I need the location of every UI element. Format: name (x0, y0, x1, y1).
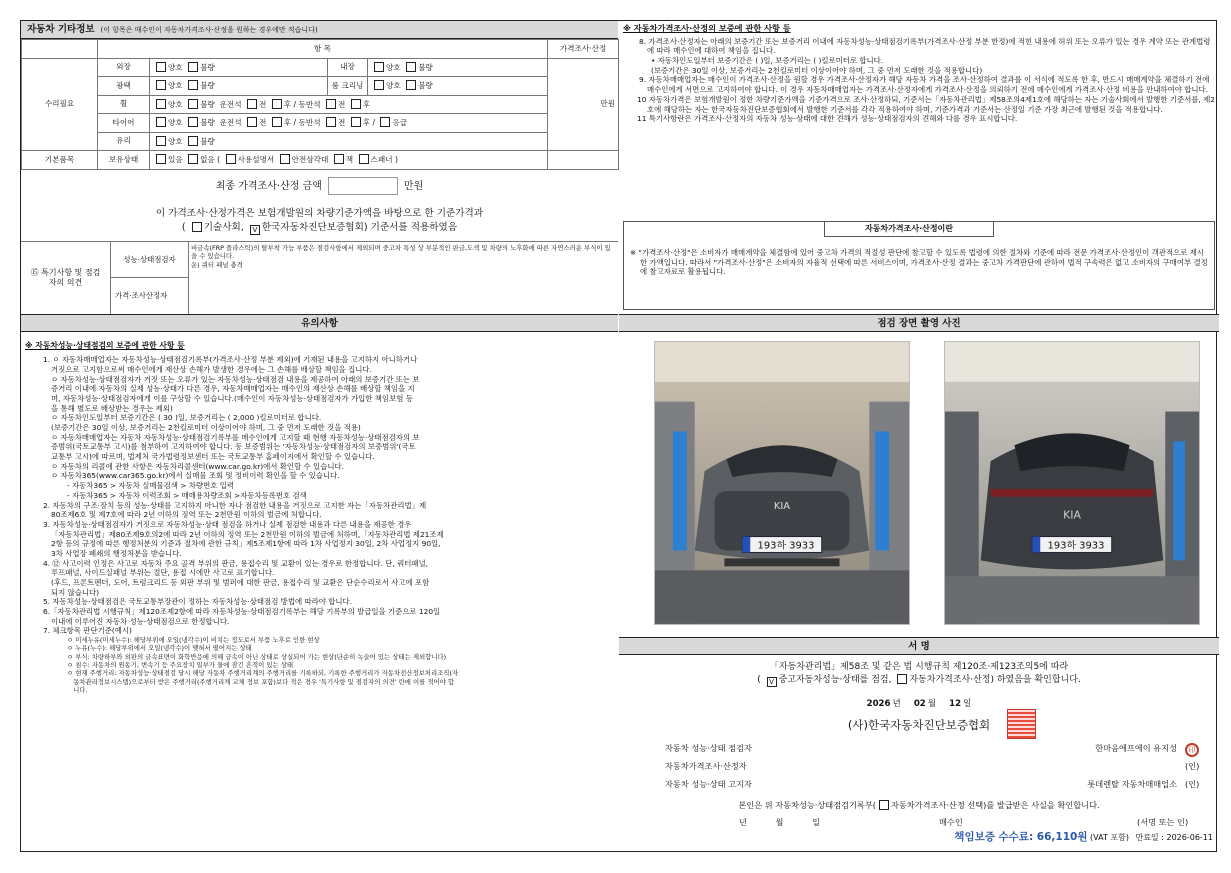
svg-text:KIA: KIA (773, 500, 791, 512)
jack-checkbox[interactable] (334, 154, 344, 164)
final-price-row (21, 177, 618, 195)
wheel-bad-checkbox[interactable] (188, 99, 198, 109)
note-11: 11 특기사항란은 가격조사·산정자의 자동차 성능·상태에 대한 견해가 성능·상태점검자의 견해와 다를 경우 표시합니다. (637, 114, 1018, 124)
gloss-options: 양호 불량 (150, 77, 328, 96)
caution-line: - 자동차365 > 자동차 이력조회 > 매매용차량조회 >자동차등록번호 검색 (67, 490, 307, 500)
gloss-bad-checkbox[interactable] (188, 80, 198, 90)
criteria-item: 니다. (67, 686, 88, 695)
signature-header: 서 명 (619, 637, 1219, 655)
wheel-label: 휠 (98, 95, 150, 114)
tire-bad-checkbox[interactable] (188, 117, 198, 127)
front-car-image (655, 342, 909, 624)
special-notes-quarter: 운) 쿼터 패널 충격 (191, 260, 243, 269)
gloss-good-checkbox[interactable] (156, 80, 166, 90)
fee-row (619, 831, 1213, 844)
price-definition-title: 자동차가격조사·산정이란 (824, 221, 994, 237)
other-info-table (21, 39, 619, 170)
fee-expiry: 만료일 : 2026-06-11 (1135, 833, 1213, 842)
interior-bad-checkbox[interactable] (406, 62, 416, 72)
spanner-checkbox[interactable] (359, 154, 369, 164)
repair-needed-label: 수리필요 (22, 58, 98, 151)
signature-statement (619, 661, 1219, 687)
caution-criteria-list (25, 636, 615, 694)
interior-options: 양호 불량 (368, 58, 548, 77)
caution-line: 3. 자동차성능·상태점검자가 거짓으로 자동차성능·상태 점검을 하거나 실제 점검한 내용과 다른 내용을 제공한 경우 (43, 519, 412, 529)
buyer-signature: (서명 또는 인) (1137, 817, 1189, 827)
price-check-checkbox[interactable] (897, 674, 907, 684)
signatory-label: 자동차 성능·상태 점검자 (665, 743, 752, 753)
price-basis-line1: 이 가격조사·산정가격은 보험개발원의 차량기준가액을 바탕으로 한 기준가격과 (155, 208, 484, 219)
glass-options: 양호 불량 (150, 132, 548, 151)
triangle-checkbox[interactable] (280, 154, 290, 164)
tire-good-checkbox[interactable] (156, 117, 166, 127)
inspector-label: 성능·상태점검자 (111, 242, 189, 278)
caution-line: ㅇ 자동차인도일부터 보증기간은 ( 30 )일, 보증거리는 ( 2,000 )킬로미터로 합니다. (51, 413, 322, 423)
signatory-row (619, 779, 1219, 795)
price-definition-text: ※ "가격조사·산정"은 소비자가 매매계약을 체결함에 있어 중고차 가격의 적절성 판단에 참고할 수 있도록 법령에 의한 절차와 기준에 따라 전문 가격조사·산정인이 객관적으로 제시한 가액입니다. 따라서 "가격조사·산정"은 소비자의 자율적 선택에 따른 서비스이며, 가격조사·산정 결과는 중고차 가격판단에 관하여 법적 구속력은 없고 소비자의 구매여부 결정에 참고자료로 활용됩니다. (630, 248, 1208, 277)
exterior-options: 양호 불량 (150, 58, 328, 77)
inspection-record-sheet (20, 20, 1217, 852)
criteria-item: ㅇ 침수: 자동차의 원동기, 변속기 등 주요장치 일부가 물에 잠긴 흔적이 있는 상태 (67, 661, 294, 670)
manual-checkbox[interactable] (226, 154, 236, 164)
signatory-name: 롯데렌탈 자동차매매업소 (1087, 779, 1177, 789)
glass-label: 유리 (98, 132, 150, 151)
room-clean-bad-checkbox[interactable] (406, 80, 416, 90)
room-clean-options: 양호 불량 (368, 77, 548, 96)
wheel-passenger-front-checkbox[interactable] (326, 99, 336, 109)
engineers-checkbox[interactable] (192, 222, 202, 232)
final-price-label: 최종 가격조사·산정 금액 (215, 181, 322, 192)
final-price-field[interactable] (328, 177, 398, 195)
tire-options: 양호 불량 운전석 전 후 / 동반석 전 후 / 응급 (150, 114, 548, 133)
caution-header: 유의사항 (21, 314, 618, 332)
price-inspector-divider (111, 278, 189, 314)
glass-bad-checkbox[interactable] (188, 136, 198, 146)
seal-placeholder: (인) (1185, 761, 1200, 771)
basic-items-label: 기본품목 (22, 151, 98, 170)
tire-passenger-front-checkbox[interactable] (326, 117, 336, 127)
other-info-header (21, 21, 618, 39)
association-name: (사)한국자동차진단보증협회 (847, 718, 991, 732)
caution-line: 5. 자동차성능·상태점검은 국토교통부장관이 정하는 자동차성능·상태점검 방법에 따라야 합니다. (43, 597, 352, 607)
tire-driver-front-checkbox[interactable] (247, 117, 257, 127)
special-notes-paragraph: 비금속(FRP 플라스틱)의 탈부착 가능 부품은 점검사항에서 제외되며 중고차 특성 상 부분적인 판금,도색 및 차량의 노후화에 따른 자연스러운 부식이 있을 수 있습니다. (191, 244, 611, 261)
final-price-unit: 만원 (403, 181, 424, 192)
items-head: 항 목 (98, 40, 548, 59)
association-stamp (1007, 709, 1036, 739)
caution-line: - 자동차365 > 자동차 실매물검색 > 차량번호 입력 (67, 481, 234, 491)
caution-line: (후드, 프론트펜더, 도어, 트렁크리드 등 외판 부위 및 범퍼에 대한 판금, 용접수리 및 교환은 단순수리로서 사고에 포함 (51, 578, 430, 588)
caution-line: 교통부 고시)에 따르며, 법제처 국가법령정보센터 또는 국토교통부 홈페이지에서 확인할 수 있습니다. (51, 452, 375, 462)
caution-line: 4. ⑫ 사고이력 인정은 사고로 자동차 주요 골격 부위의 판금, 용접수리 및 교환이 있는 경우로 한정합니다. 단, 쿼터패널, (43, 558, 429, 568)
criteria-item: ㅇ 부식: 차량하부와 외판의 금속표면이 화학반응에 의해 금속이 아닌 상태로 상실되어 가는 현상(단순히 녹슬어 있는 상태는 제외합니다) (67, 652, 447, 661)
wheel-driver-front-checkbox[interactable] (247, 99, 257, 109)
caution-subtitle: ※ 자동차성능·상태점검의 보증에 관한 사항 등 (25, 341, 185, 350)
caution-line: ㅇ 자동차매매업자는 자동차 자동차성능·상태점검기록부를 매수인에게 고지할 때 현행 자동차성능·상태점검자의 보 (51, 432, 420, 442)
caution-line: 루프패널, 사이드실패널 부위는 절단, 용접 시에만 사고로 표기합니다. (51, 568, 275, 578)
signature-line1: 「자동차관리법」제58조 및 같은 법 시행규칙 제120조·제123조의5에 따라 (769, 662, 1069, 672)
exterior-bad-checkbox[interactable] (188, 62, 198, 72)
signature-line2: ( V중고자동차성능·상태를 점검, 자동차가격조사·산정) 하였음을 확인합니다. (619, 674, 1219, 687)
price-inspector-label: 가격·조사산정자 (115, 291, 168, 301)
front-inspection-photo (654, 341, 910, 625)
exterior-good-checkbox[interactable] (156, 62, 166, 72)
buyer-label: 매수인 (939, 817, 963, 827)
price-basis (21, 207, 618, 235)
svg-text:KIA: KIA (1063, 508, 1081, 522)
caution-line: 「자동차관리법」제80조제9호의2에 따라 2년 이하의 징역 또는 2천만원 이하의 벌금에 처하며,「자동차관리법 제21조제 (51, 529, 444, 539)
front-plate-text: 193하 3933 (757, 540, 815, 552)
issue-price-checkbox[interactable] (879, 800, 889, 810)
special-notes-text (191, 244, 615, 269)
possession-none-checkbox[interactable] (188, 154, 198, 164)
caution-line: 2항 등의 규정에 따른 행정처분의 기준과 절차에 관한 규칙」제5조제1항에 따라 1차 사업정지 30일, 2차 사업정지 90일, (51, 539, 441, 549)
rear-plate-text: 193하 3933 (1047, 540, 1105, 552)
criteria-item: ㅇ 누유(누수): 해당부위에서 오일(냉각수)이 맺혀서 떨어지는 상태 (67, 644, 252, 653)
caution-line: 80조제6호 및 제7호에 따라 2년 이하의 징역 또는 2천만원 이하의 벌금에 처합니다. (51, 510, 322, 520)
note-8b: (보증기간은 30일 이상, 보증거리는 2천킬로미터 이상이어야 하며, 그 중 먼저 도래한 것을 적용합니다) (651, 65, 983, 75)
special-notes-label: ⑮ 특기사항 및 점검자의 의견 (21, 242, 111, 314)
note-8a: • 자동차인도일부터 보증기간은 ( )일, 보증거리는 ( )킬로미터로 합니다. (651, 56, 884, 66)
fee-vat: (VAT 포함) (1090, 833, 1129, 842)
caution-line: ㅇ 자동차의 리콜에 관한 사항은 자동차리콜센터(www.car.go.kr)에서 확인할 수 있습니다. (51, 461, 344, 471)
caution-line: 이내에 이루어진 자동차 성능·상태점검으로 한정합니다. (51, 616, 230, 626)
note-9: 9. 자동차매매업자는 매수인이 가격조사·산정을 원할 경우 가격조사·산정자가 해당 자동차 가격을 조사·산정하여 결과를 이 서식에 적도록 한 후, 반드시 매매계약을 체결하기 전에 매수인에게 서면으로 고지하여야 합니다. 이 경우 자동차매매업자는 가격조사·산정자에게 가격조사·산정을 의뢰하기 전에 매수인에게 가격조사·산정 비용을 안내하여야 합니다. (639, 75, 1210, 95)
wheel-passenger-rear-checkbox[interactable] (351, 99, 361, 109)
caution-line: 6.「자동차관리법 시행규칙」제120조제2항에 따라 자동차성능·상태점검기록부는 해당 기록부의 발급일을 기준으로 120일 (43, 607, 441, 617)
signature-date: 2026 년 02 월 12 일 (866, 699, 972, 709)
caution-line: 증거리 이내에 자동차의 실제 성능·상태가 다른 경우, 자동차매매업자는 매수인의 재산상 손해를 배상할 책임을 지 (51, 384, 415, 394)
seal-placeholder: (인) (1185, 779, 1200, 789)
glass-good-checkbox[interactable] (156, 136, 166, 146)
wheel-good-checkbox[interactable] (156, 99, 166, 109)
performance-check-checkbox[interactable] (767, 677, 777, 687)
caution-line: 증범위(국토교통부 고시)를 첨부하여 고지하여야 합니다. 동 보증범위는 '자동차성능·상태점검자의 보증범위'(국토 (51, 442, 416, 452)
tire-emergency-checkbox[interactable] (380, 117, 390, 127)
caution-line: (보증기간은 30일 이상, 보증거리는 2천킬로미터 이상이어야 하며, 그 중 먼저 도래한 것을 적용) (51, 423, 361, 433)
caution-line: 거짓으로 고지함으로써 매수인에게 재산상 손해가 발생한 경우에는 그 손해를 배상할 책임을 집니다. (51, 364, 372, 374)
price-warranty-title: ※ 자동차가격조사·산정의 보증에 관한 사항 등 (623, 23, 791, 33)
inspector-seal-icon: 印 (1185, 743, 1199, 757)
interior-label: 내장 (328, 58, 368, 77)
exterior-label: 외장 (98, 58, 150, 77)
price-head: 가격조사·산정 (548, 40, 619, 59)
photo-header: 점검 장면 촬영 사진 (619, 314, 1219, 332)
caution-line: 1. ㅇ 자동차매매업자는 자동차성능·상태점검기록부(가격조사·산정 부분 제외)에 기재된 내용을 고지하지 아니하거나 (43, 355, 418, 365)
note-8: 8. 가격조사·산정자는 아래의 보증기간 또는 보증거리 이내에 자동차성능·상태점검기록부(가격조사·산정 부분 한정)에 적힌 내용에 허위 또는 오류가 있는 경우 계약 또는 관계법령에 따라 매수인에 대하여 책임을 집니다. (639, 36, 1211, 56)
caution-line: 을 통해 별도로 배상받는 경우는 제외) (51, 403, 173, 413)
price-warranty-section (623, 23, 1215, 124)
tire-label: 타이어 (98, 114, 150, 133)
signature-org (619, 718, 1219, 733)
buyer-date: 년 월 일 (739, 817, 820, 827)
gloss-label: 광택 (98, 77, 150, 96)
wheel-options: 양호 불량 운전석 전 후 / 동반석 전 후 (150, 95, 548, 114)
criteria-item: ㅇ 미세누유(미세누수): 해당부위에 오일(냉각수)이 비치는 정도로서 부품 노후로 인한 현상 (67, 636, 320, 645)
issue-confirmation: 본인은 위 자동차성능·상태점검기록부( 자동차가격조사·산정 선택)를 발급받은 사실을 확인합니다. (738, 800, 1100, 810)
criteria-item: ㅇ 현재 주행거리: 자동차성능·상태점검 당시 해당 자동차 주행거리계의 주행거리를 기록하되, 기록한 주행거리가 자동차전산정보처리조직(자 (67, 669, 459, 678)
tire-driver-rear-checkbox[interactable] (272, 117, 282, 127)
caution-line: ㅇ 자동차365(www.car365.go.kr)에서 실매물 조회 및 정비이력 확인을 할 수 있습니다. (51, 471, 340, 481)
repair-price-unit: 만원 (548, 58, 619, 151)
tire-passenger-rear-checkbox[interactable] (351, 117, 361, 127)
warranty-fee: 책임보증 수수료: 66,110원 (954, 831, 1088, 843)
caution-lines (25, 355, 615, 636)
criteria-item: 동차관리정보시스템)으로부터 받은 주행거리(주행거리계 교체 정보 포함)보다 적은 경우 '특기사항 및 점검자의 의견' 란에 이를 적어야 합 (67, 677, 455, 686)
signatory-row (619, 761, 1219, 777)
kadia-checkbox[interactable] (250, 225, 260, 235)
caution-line: 7. 체크항목 판단기준(예시) (43, 626, 132, 636)
room-clean-label: 룸 크리닝 (328, 77, 368, 96)
other-info-title: 자동차 기타정보 (27, 24, 95, 35)
rear-car-image (945, 342, 1199, 624)
price-definition-box (623, 221, 1215, 310)
caution-line: 되지 않습니다) (51, 587, 100, 597)
possession-have-checkbox[interactable] (156, 154, 166, 164)
possession-options: 있음 없음 ( 사용설명서 안전삼각대 잭 스패너 ) (150, 151, 548, 170)
caution-line: 2. 자동차의 구조·장치 등의 성능·상태를 고지하지 아니한 자나 점검한 내용을 거짓으로 고지한 자는「자동차관리법」제 (43, 500, 427, 510)
caution-line: 며, 자동차성능·상태점검자에게 이를 구상할 수 있습니다.(매수인이 자동차성능·상태점검자가 가입한 책임보험 등 (51, 393, 413, 403)
special-notes-block (21, 241, 618, 313)
interior-good-checkbox[interactable] (374, 62, 384, 72)
caution-line: 3차 사업장 폐쇄의 행정처분을 받습니다. (51, 548, 182, 558)
note-10: 10 자동차가격은 보험개발원이 정한 차량기준가액을 기준가격으로 조사·산정하되, 기준서는「자동차관리법」제58조의4제1호에 해당하는 자는 기술사회에서 발행한 기준서를, 제2호에 해당하는 자는 한국자동차진단보증협회에서 발행한 기준서를 각각 적용하여야 하며, 기준가격과 기준서는 산정일 기준 가장 최근에 발행된 것을 적용합니다. (637, 94, 1215, 114)
possession-label: 보유상태 (98, 151, 150, 170)
price-basis-line2: ( 기술사회, V 한국자동차진단보증협회) 기준서를 적용하였음 (21, 221, 618, 235)
signatory-label: 자동차가격조사·산정자 (665, 761, 747, 771)
other-info-subtitle: (이 항목은 매수인이 자동차가격조사·산정을 원하는 경우에만 적습니다) (100, 26, 318, 34)
caution-line: ㅇ 자동차성능·상태점검자가 거짓 또는 오류가 있는 자동차성능·상태점검 내용을 제공하여 아래의 보증기간 또는 보 (51, 374, 420, 384)
room-clean-good-checkbox[interactable] (374, 80, 384, 90)
signatory-row (619, 743, 1219, 759)
signatory-label: 자동차 성능·상태 고지자 (665, 779, 752, 789)
rear-inspection-photo (944, 341, 1200, 625)
signatory-name: 한마음에프에이 유지성 (1095, 743, 1177, 753)
wheel-driver-rear-checkbox[interactable] (272, 99, 282, 109)
caution-body (25, 341, 615, 694)
